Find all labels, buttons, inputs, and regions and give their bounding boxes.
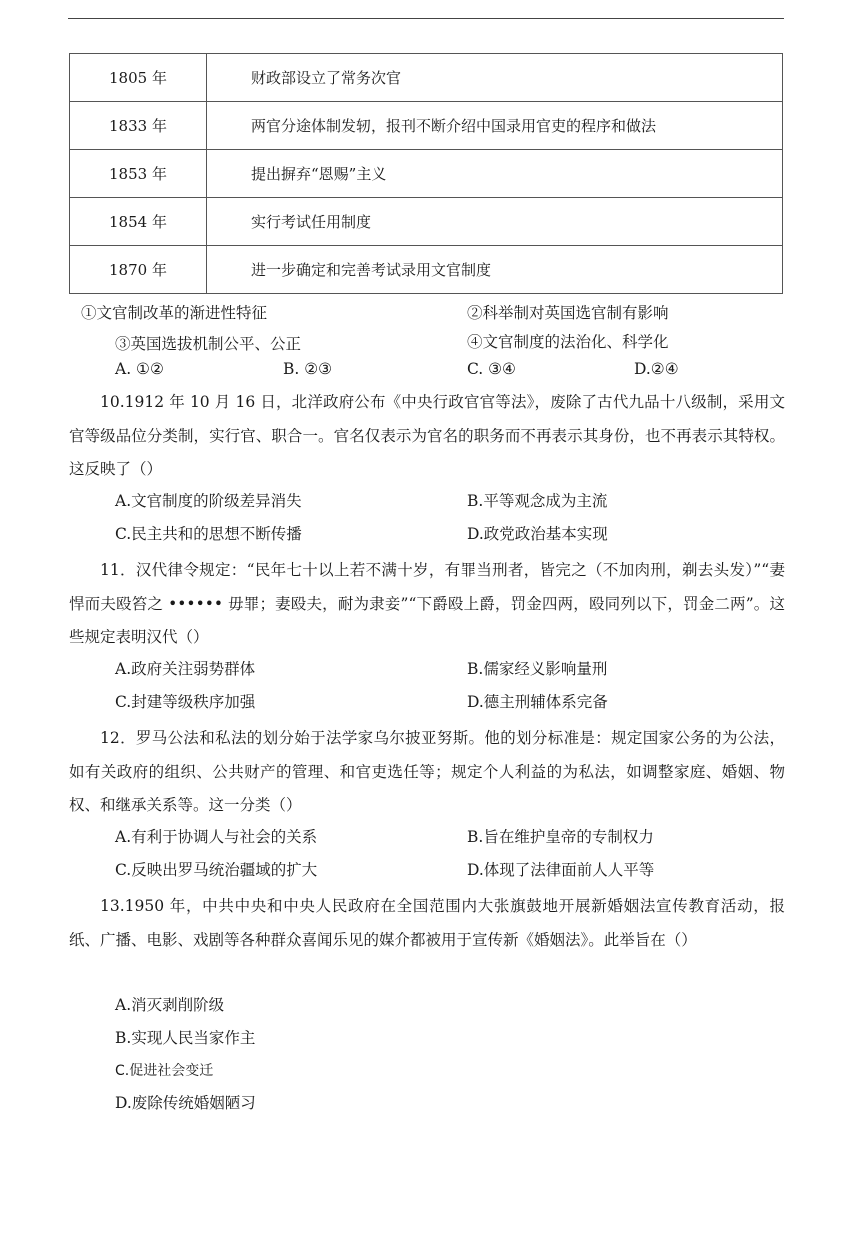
table-year-cell: 1870 年: [70, 246, 207, 294]
table-row: [70, 54, 783, 102]
q11-option-a[interactable]: A.政府关注弱势群体: [115, 660, 256, 678]
q10-option-d[interactable]: D.政党政治基本实现: [467, 525, 608, 543]
table-event-cell: 财政部设立了常务次官: [207, 54, 783, 102]
q12-option-a[interactable]: A.有利于协调人与社会的关系: [115, 828, 318, 846]
q9-option-b[interactable]: B. ②③: [283, 360, 333, 378]
table-year-cell: 1833 年: [70, 102, 207, 150]
table-year-cell: 1853 年: [70, 150, 207, 198]
table-row: [70, 198, 783, 246]
q12-option-c[interactable]: C.反映出罗马统治疆域的扩大: [115, 861, 318, 879]
q13-stem: 13.1950 年，中共中央和中央人民政府在全国范围内大张旗鼓地开展新婚姻法宣传教育活动，报纸、广播、电影、戏剧等各种群众喜闻乐见的媒介都被用于宣传新《婚姻法》。此举旨在（）: [69, 897, 785, 949]
q10-stem: 10.1912 年 10 月 16 日，北洋政府公布《中央行政官官等法》，废除了古代九品十八级制，采用文官等级品位分类制，实行官、职合一。官名仅表示为官名的职务而不再表示其身份，也不再表示其特权。这反映了（）: [69, 393, 785, 478]
table-year-cell: 1854 年: [70, 198, 207, 246]
q10-option-a[interactable]: A.文官制度的阶级差异消失: [115, 492, 302, 510]
q9-option-c[interactable]: C. ③④: [467, 360, 516, 378]
q9-item-1: ①文官制改革的渐进性特征: [81, 304, 268, 322]
table-row: [70, 246, 783, 294]
q13-option-b[interactable]: B.实现人民当家作主: [115, 1029, 256, 1047]
table-event-cell: 进一步确定和完善考试录用文官制度: [207, 246, 783, 294]
reform-timeline-table: [69, 53, 783, 294]
q9-option-a[interactable]: A. ①②: [115, 360, 164, 378]
q11-option-c[interactable]: C.封建等级秩序加强: [115, 693, 256, 711]
table-event-cell: 两官分途体制发轫，报刊不断介绍中国录用官吏的程序和做法: [207, 102, 783, 150]
q9-item-4: ④文官制度的法治化、科学化: [467, 333, 669, 351]
table-row: [70, 150, 783, 198]
table-event-cell: 实行考试任用制度: [207, 198, 783, 246]
table-year-cell: 1805 年: [70, 54, 207, 102]
table-event-cell: 提出摒弃“恩赐”主义: [207, 150, 783, 198]
q11-option-b[interactable]: B.儒家经义影响量刑: [467, 660, 608, 678]
q13-option-d[interactable]: D.废除传统婚姻陋习: [115, 1094, 256, 1112]
q9-option-d[interactable]: D.②④: [634, 360, 679, 378]
q11-stem: 11．汉代律令规定：“民年七十以上若不满十岁，有罪当刑者，皆完之（不加肉刑，剃去头发）”“妻悍而夫殴笞之 •••••• 毋罪；妻殴夫，耐为隶妾”“下爵殴上爵，罚金四两，殴同列以下，罚金二两”。这些规定表明汉代（）: [69, 561, 785, 646]
header-rule: [68, 18, 784, 19]
q10-option-b[interactable]: B.平等观念成为主流: [467, 492, 608, 510]
table-row: [70, 102, 783, 150]
q12-option-d[interactable]: D.体现了法律面前人人平等: [467, 861, 655, 879]
q12-stem: 12．罗马公法和私法的划分始于法学家乌尔披亚努斯。他的划分标准是：规定国家公务的为公法，如有关政府的组织、公共财产的管理、和官吏选任等；规定个人利益的为私法，如调整家庭、婚姻、物权、和继承关系等。这一分类（）: [69, 729, 785, 814]
q9-item-2: ②科举制对英国选官制有影响: [467, 304, 669, 322]
q9-item-3: ③英国选拔机制公平、公正: [115, 335, 302, 353]
q13-option-c[interactable]: C.促进社会变迁: [115, 1063, 214, 1079]
q13-option-a[interactable]: A.消灭剥削阶级: [115, 996, 225, 1014]
q12-option-b[interactable]: B.旨在维护皇帝的专制权力: [467, 828, 654, 846]
q10-option-c[interactable]: C.民主共和的思想不断传播: [115, 525, 302, 543]
q11-option-d[interactable]: D.德主刑辅体系完备: [467, 693, 608, 711]
